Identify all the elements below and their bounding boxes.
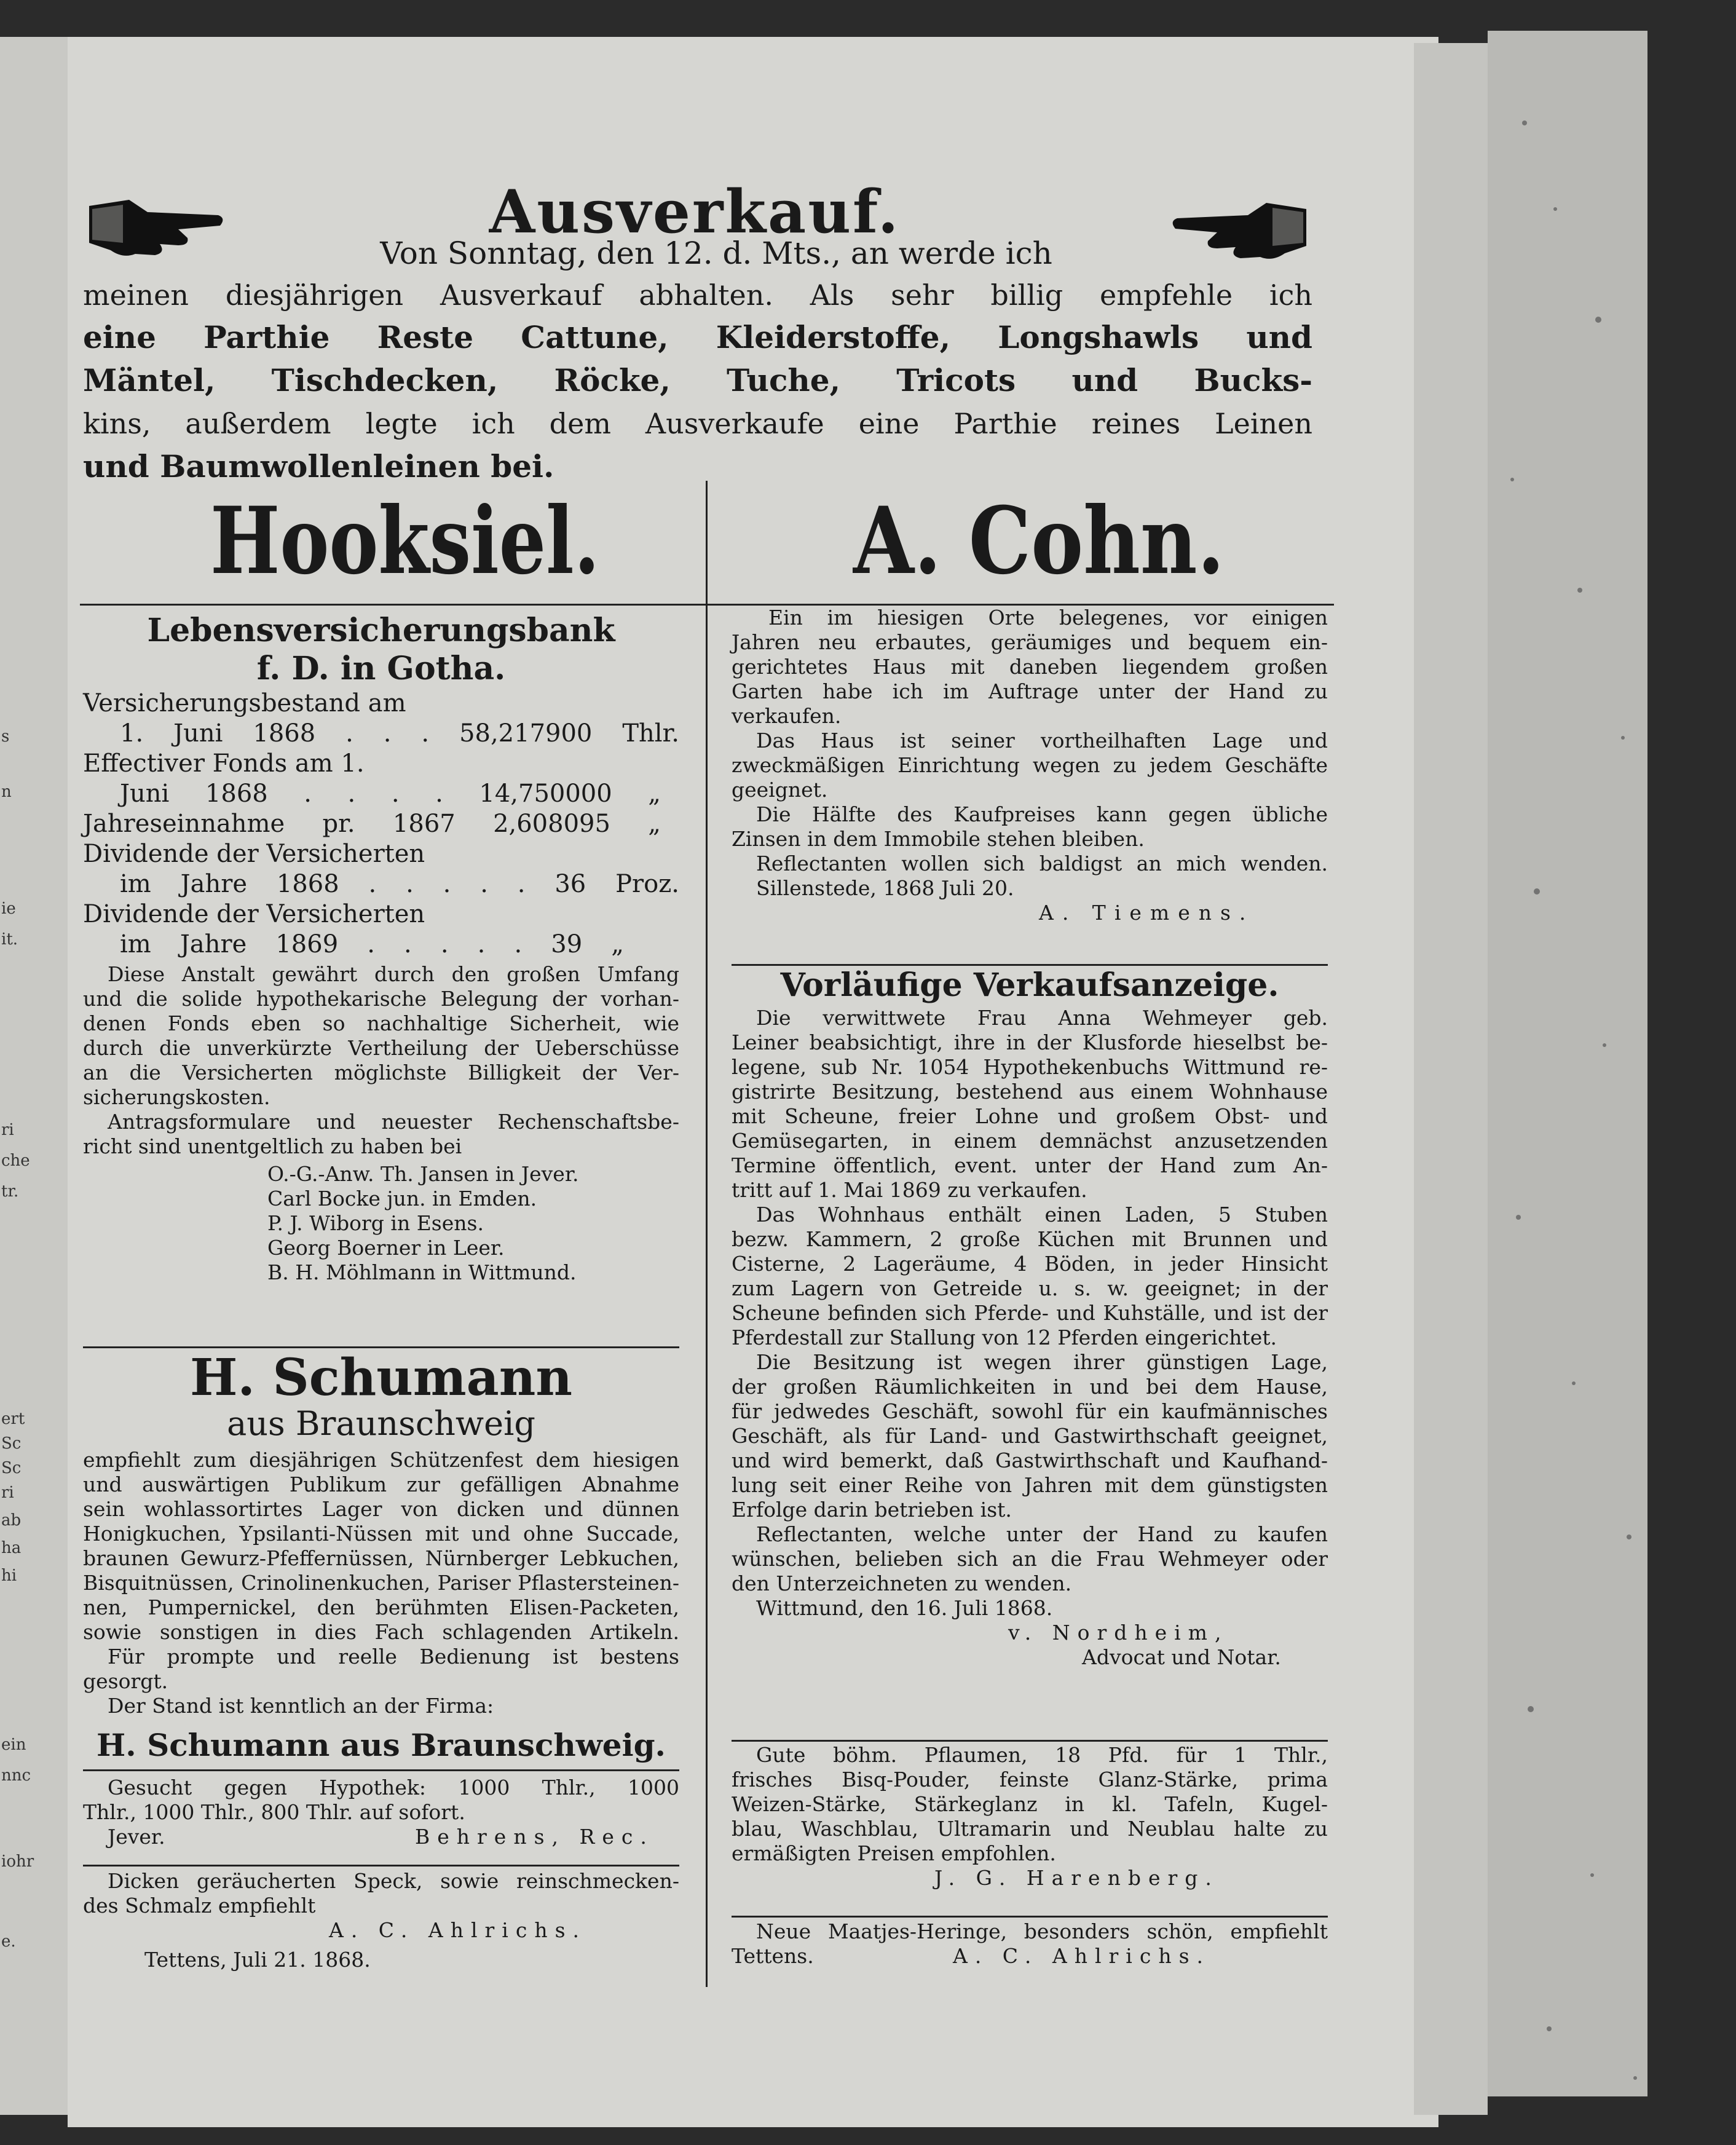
schumann-firm: H. Schumann aus Braunschweig. <box>97 1727 666 1763</box>
text-line: Thlr., 1000 Thlr., 800 Thlr. auf sofort. <box>83 1800 465 1824</box>
insurance-row: 1. Juni 1868 . . . 58,217900 Thlr. <box>120 719 679 748</box>
text-line: frisches Bisq-Pouder, feinste Glanz-Stärke, prima <box>732 1768 1328 1791</box>
ad-line: eine Parthie Reste Cattune, Kleiderstoffe, Longshawls und <box>83 319 1312 355</box>
text-line: gesorgt. <box>83 1669 168 1693</box>
herring-signature: A. C. Ahlrichs. <box>953 1944 1210 1968</box>
herring-place: Tettens. <box>732 1944 814 1968</box>
text-line: sowie sonstigen in dies Fach schlagenden Artikeln. <box>83 1620 679 1644</box>
margin-fragment: it. <box>1 930 18 949</box>
text-line: legene, sub Nr. 1054 Hypothekenbuchs Wittmund re- <box>732 1055 1328 1079</box>
margin-fragment: e. <box>1 1932 16 1951</box>
plums-signature: J. G. Harenberg. <box>934 1866 1219 1890</box>
text-line: braunen Gewurz-Pfeffernüssen, Nürnberger Lebkuchen, <box>83 1546 679 1570</box>
insurance-subtitle: f. D. in Gotha. <box>256 650 506 687</box>
margin-fragment: ie <box>1 899 16 918</box>
text-line: Diese Anstalt gewährt durch den großen Umfang <box>108 962 679 986</box>
section-divider <box>732 1740 1328 1742</box>
margin-fragment: Sc <box>1 1434 22 1453</box>
house-signature: A. Tiemens. <box>1039 901 1255 925</box>
pointing-hand-right-icon <box>1168 184 1309 271</box>
text-line: und auswärtigen Publikum zur gefälligen Abnahme <box>83 1472 679 1496</box>
text-line: Leiner beabsichtigt, ihre in der Klusforde hieselbst be- <box>732 1030 1328 1054</box>
agent-entry: B. H. Möhlmann in Wittmund. <box>267 1260 577 1284</box>
bacon-footer: Tettens, Juli 21. 1868. <box>144 1948 371 1972</box>
margin-fragment: nnc <box>1 1766 31 1785</box>
text-line: Sillenstede, 1868 Juli 20. <box>756 876 1014 900</box>
text-line: zum Lagern von Getreide u. s. w. geeignet; in der <box>732 1276 1328 1300</box>
text-line: mit Scheune, freier Lohne und großem Obst- und <box>732 1104 1328 1128</box>
text-line: Termine öffentlich, event. unter der Hand zum An- <box>732 1153 1328 1177</box>
margin-fragment: ha <box>1 1539 22 1557</box>
margin-fragment: ein <box>1 1736 26 1754</box>
text-line: gistrirte Besitzung, bestehend aus einem Wohnhause <box>732 1080 1328 1104</box>
insurance-row: Jahreseinnahme pr. 1867 2,608095 „ <box>83 810 661 838</box>
agent-entry: P. J. Wiborg in Esens. <box>267 1211 484 1235</box>
text-line: Der Stand ist kenntlich an der Firma: <box>108 1694 494 1718</box>
text-line: Cisterne, 2 Lageräume, 4 Böden, in jeder Hinsicht <box>732 1252 1328 1276</box>
text-line: zweckmäßigen Einrichtung wegen zu jedem Geschäfte <box>732 753 1328 777</box>
insurance-row: Effectiver Fonds am 1. <box>83 749 365 778</box>
margin-fragment: n <box>1 783 12 801</box>
text-line: Ein im hiesigen Orte belegenes, vor einigen <box>768 606 1328 630</box>
text-line: für jedwedes Geschäft, sowohl für ein kaufmännisches <box>732 1399 1328 1423</box>
section-divider <box>732 1916 1328 1918</box>
agent-entry: O.-G.-Anw. Th. Jansen in Jever. <box>267 1162 579 1186</box>
margin-fragment: Sc <box>1 1459 22 1477</box>
text-line: Pferdestall zur Stallung von 12 Pferden eingerichtet. <box>732 1325 1277 1349</box>
schumann-name: H. Schumann <box>189 1348 573 1407</box>
text-line: Honigkuchen, Ypsilanti-Nüssen mit und ohne Succade, <box>83 1522 679 1546</box>
insurance-row: Dividende der Versicherten <box>83 900 425 928</box>
agent-entry: Georg Boerner in Leer. <box>267 1236 505 1260</box>
text-line: Erfolge darin betrieben ist. <box>732 1498 1012 1522</box>
margin-fragment: tr. <box>1 1182 19 1201</box>
text-line: geeignet. <box>732 778 828 802</box>
column-divider <box>706 481 708 1987</box>
margin-fragment: iohr <box>1 1852 34 1871</box>
text-line: lung seit einer Reihe von Jahren mit dem günstigsten <box>732 1473 1328 1497</box>
text-line: sein wohlassortirtes Lager von dicken und dünnen <box>83 1497 679 1521</box>
text-line: Dicken geräucherten Speck, sowie reinschmecken- <box>108 1869 679 1893</box>
text-line: Gesucht gegen Hypothek: 1000 Thlr., 1000 <box>108 1776 679 1799</box>
text-line: Reflectanten, welche unter der Hand zu kaufen <box>756 1522 1328 1546</box>
place-hooksiel: Hooksiel. <box>210 487 600 595</box>
text-line: richt sind unentgeltlich zu haben bei <box>83 1134 462 1158</box>
ad-line: Von Sonntag, den 12. d. Mts., an werde ich <box>380 235 1052 271</box>
text-line: Gute böhm. Pflaumen, 18 Pfd. für 1 Thlr., <box>756 1743 1328 1767</box>
text-line: Bisquitnüssen, Crinolinenkuchen, Pariser Pflastersteinen- <box>83 1571 679 1595</box>
sale-signature-title: Advocat und Notar. <box>1082 1645 1281 1669</box>
pointing-hand-left-icon <box>86 181 227 267</box>
text-line: empfiehlt zum diesjährigen Schützenfest dem hiesigen <box>83 1448 679 1472</box>
text-line: wünschen, belieben sich an die Frau Wehmeyer oder <box>732 1547 1328 1571</box>
text-line: verkaufen. <box>732 704 842 728</box>
insurance-row: Juni 1868 . . . . 14,750000 „ <box>120 780 661 808</box>
merchant-name: A. Cohn. <box>853 487 1225 595</box>
text-line: bezw. Kammern, 2 große Küchen mit Brunnen und <box>732 1227 1328 1251</box>
text-line: und die solide hypothekarische Belegung der vorhan- <box>83 987 679 1011</box>
ad-line: meinen diesjährigen Ausverkauf abhalten. Als sehr billig empfehle ich <box>83 278 1312 312</box>
mortgage-place: Jever. <box>108 1825 165 1849</box>
sale-signature: v. Nordheim, <box>1008 1621 1229 1645</box>
text-line: und wird bemerkt, daß Gastwirthschaft und Kaufhand- <box>732 1448 1328 1472</box>
margin-fragment: hi <box>1 1566 17 1585</box>
bacon-signature: A. C. Ahlrichs. <box>329 1918 586 1942</box>
margin-fragment: che <box>1 1152 30 1170</box>
ad-line: Mäntel, Tischdecken, Röcke, Tuche, Tricots und Bucks- <box>83 362 1312 398</box>
text-line: Wittmund, den 16. Juli 1868. <box>756 1596 1053 1620</box>
insurance-row: im Jahre 1868 . . . . . 36 Proz. <box>120 870 679 898</box>
text-line: nen, Pumpernickel, den berühmten Elisen-Packeten, <box>83 1595 679 1619</box>
text-line: Neue Maatjes-Heringe, besonders schön, empfiehlt <box>756 1919 1328 1943</box>
mortgage-signature: Behrens, Rec. <box>415 1825 654 1849</box>
margin-fragment: s <box>1 727 10 746</box>
insurance-row: Versicherungsbestand am <box>83 689 406 717</box>
agent-entry: Carl Bocke jun. in Emden. <box>267 1187 537 1211</box>
text-line: durch die unverkürzte Vertheilung der Ueberschüsse <box>83 1036 679 1060</box>
margin-fragment: ri <box>1 1121 14 1139</box>
text-line: Die verwittwete Frau Anna Wehmeyer geb. <box>756 1006 1328 1030</box>
text-line: blau, Waschblau, Ultramarin und Neublau halte zu <box>732 1817 1328 1841</box>
text-line: Antragsformulare und neuester Rechenschaftsbe- <box>108 1110 679 1134</box>
ad-title: Ausverkauf. <box>489 177 901 247</box>
text-line: Weizen-Stärke, Stärkeglanz in kl. Tafeln, Kugel- <box>732 1792 1328 1816</box>
text-line: denen Fonds eben so nachhaltige Sicherheit, wie <box>83 1011 679 1035</box>
margin-fragment: ab <box>1 1511 22 1530</box>
text-line: Die Besitzung ist wegen ihrer günstigen Lage, <box>756 1350 1328 1374</box>
section-divider <box>83 1769 679 1771</box>
text-line: den Unterzeichneten zu wenden. <box>732 1571 1072 1595</box>
text-line: des Schmalz empfiehlt <box>83 1894 316 1918</box>
section-divider <box>732 964 1328 966</box>
margin-fragment: ri <box>1 1483 14 1502</box>
ad-line: und Baumwollenleinen bei. <box>83 448 554 484</box>
text-line: Zinsen in dem Immobile stehen bleiben. <box>732 827 1145 851</box>
text-line: Geschäft, als für Land- und Gastwirthschaft geeignet, <box>732 1424 1328 1448</box>
text-line: Garten habe ich im Auftrage unter der Hand zu <box>732 679 1328 703</box>
text-line: gerichtetes Haus mit daneben liegendem großen <box>732 655 1328 679</box>
text-line: Das Wohnhaus enthält einen Laden, 5 Stuben <box>756 1203 1328 1227</box>
text-line: sicherungskosten. <box>83 1085 270 1109</box>
text-line: Jahren neu erbautes, geräumiges und bequem ein- <box>732 630 1328 654</box>
section-divider <box>83 1865 679 1867</box>
sale-title: Vorläufige Verkaufsanzeige. <box>780 966 1279 1004</box>
text-line: der großen Räumlichkeiten in und bei dem Hause, <box>732 1375 1328 1399</box>
insurance-row: Dividende der Versicherten <box>83 840 425 868</box>
text-line: tritt auf 1. Mai 1869 zu verkaufen. <box>732 1178 1087 1202</box>
margin-fragment: ert <box>1 1410 25 1428</box>
text-line: Die Hälfte des Kaufpreises kann gegen übliche <box>756 802 1328 826</box>
text-line: Reflectanten wollen sich baldigst an mich wenden. <box>756 851 1328 875</box>
text-line: ermäßigten Preisen empfohlen. <box>732 1841 1056 1865</box>
text-line: Scheune befinden sich Pferde- und Kuhställe, und ist der <box>732 1301 1328 1325</box>
text-line: an die Versicherten möglichste Billigkeit der Ver- <box>83 1061 679 1084</box>
insurance-title: Lebensversicherungsbank <box>147 612 615 649</box>
ad-line: kins, außerdem legte ich dem Ausverkaufe eine Parthie reines Leinen <box>83 407 1312 440</box>
text-line: Gemüsegarten, in einem demnächst anzusetzenden <box>732 1129 1328 1153</box>
text-line: Das Haus ist seiner vortheilhaften Lage und <box>756 729 1328 753</box>
text-line: Für prompte und reelle Bedienung ist bestens <box>108 1645 679 1669</box>
schumann-origin: aus Braunschweig <box>227 1404 535 1443</box>
insurance-row: im Jahre 1869 . . . . . 39 „ <box>120 930 624 958</box>
